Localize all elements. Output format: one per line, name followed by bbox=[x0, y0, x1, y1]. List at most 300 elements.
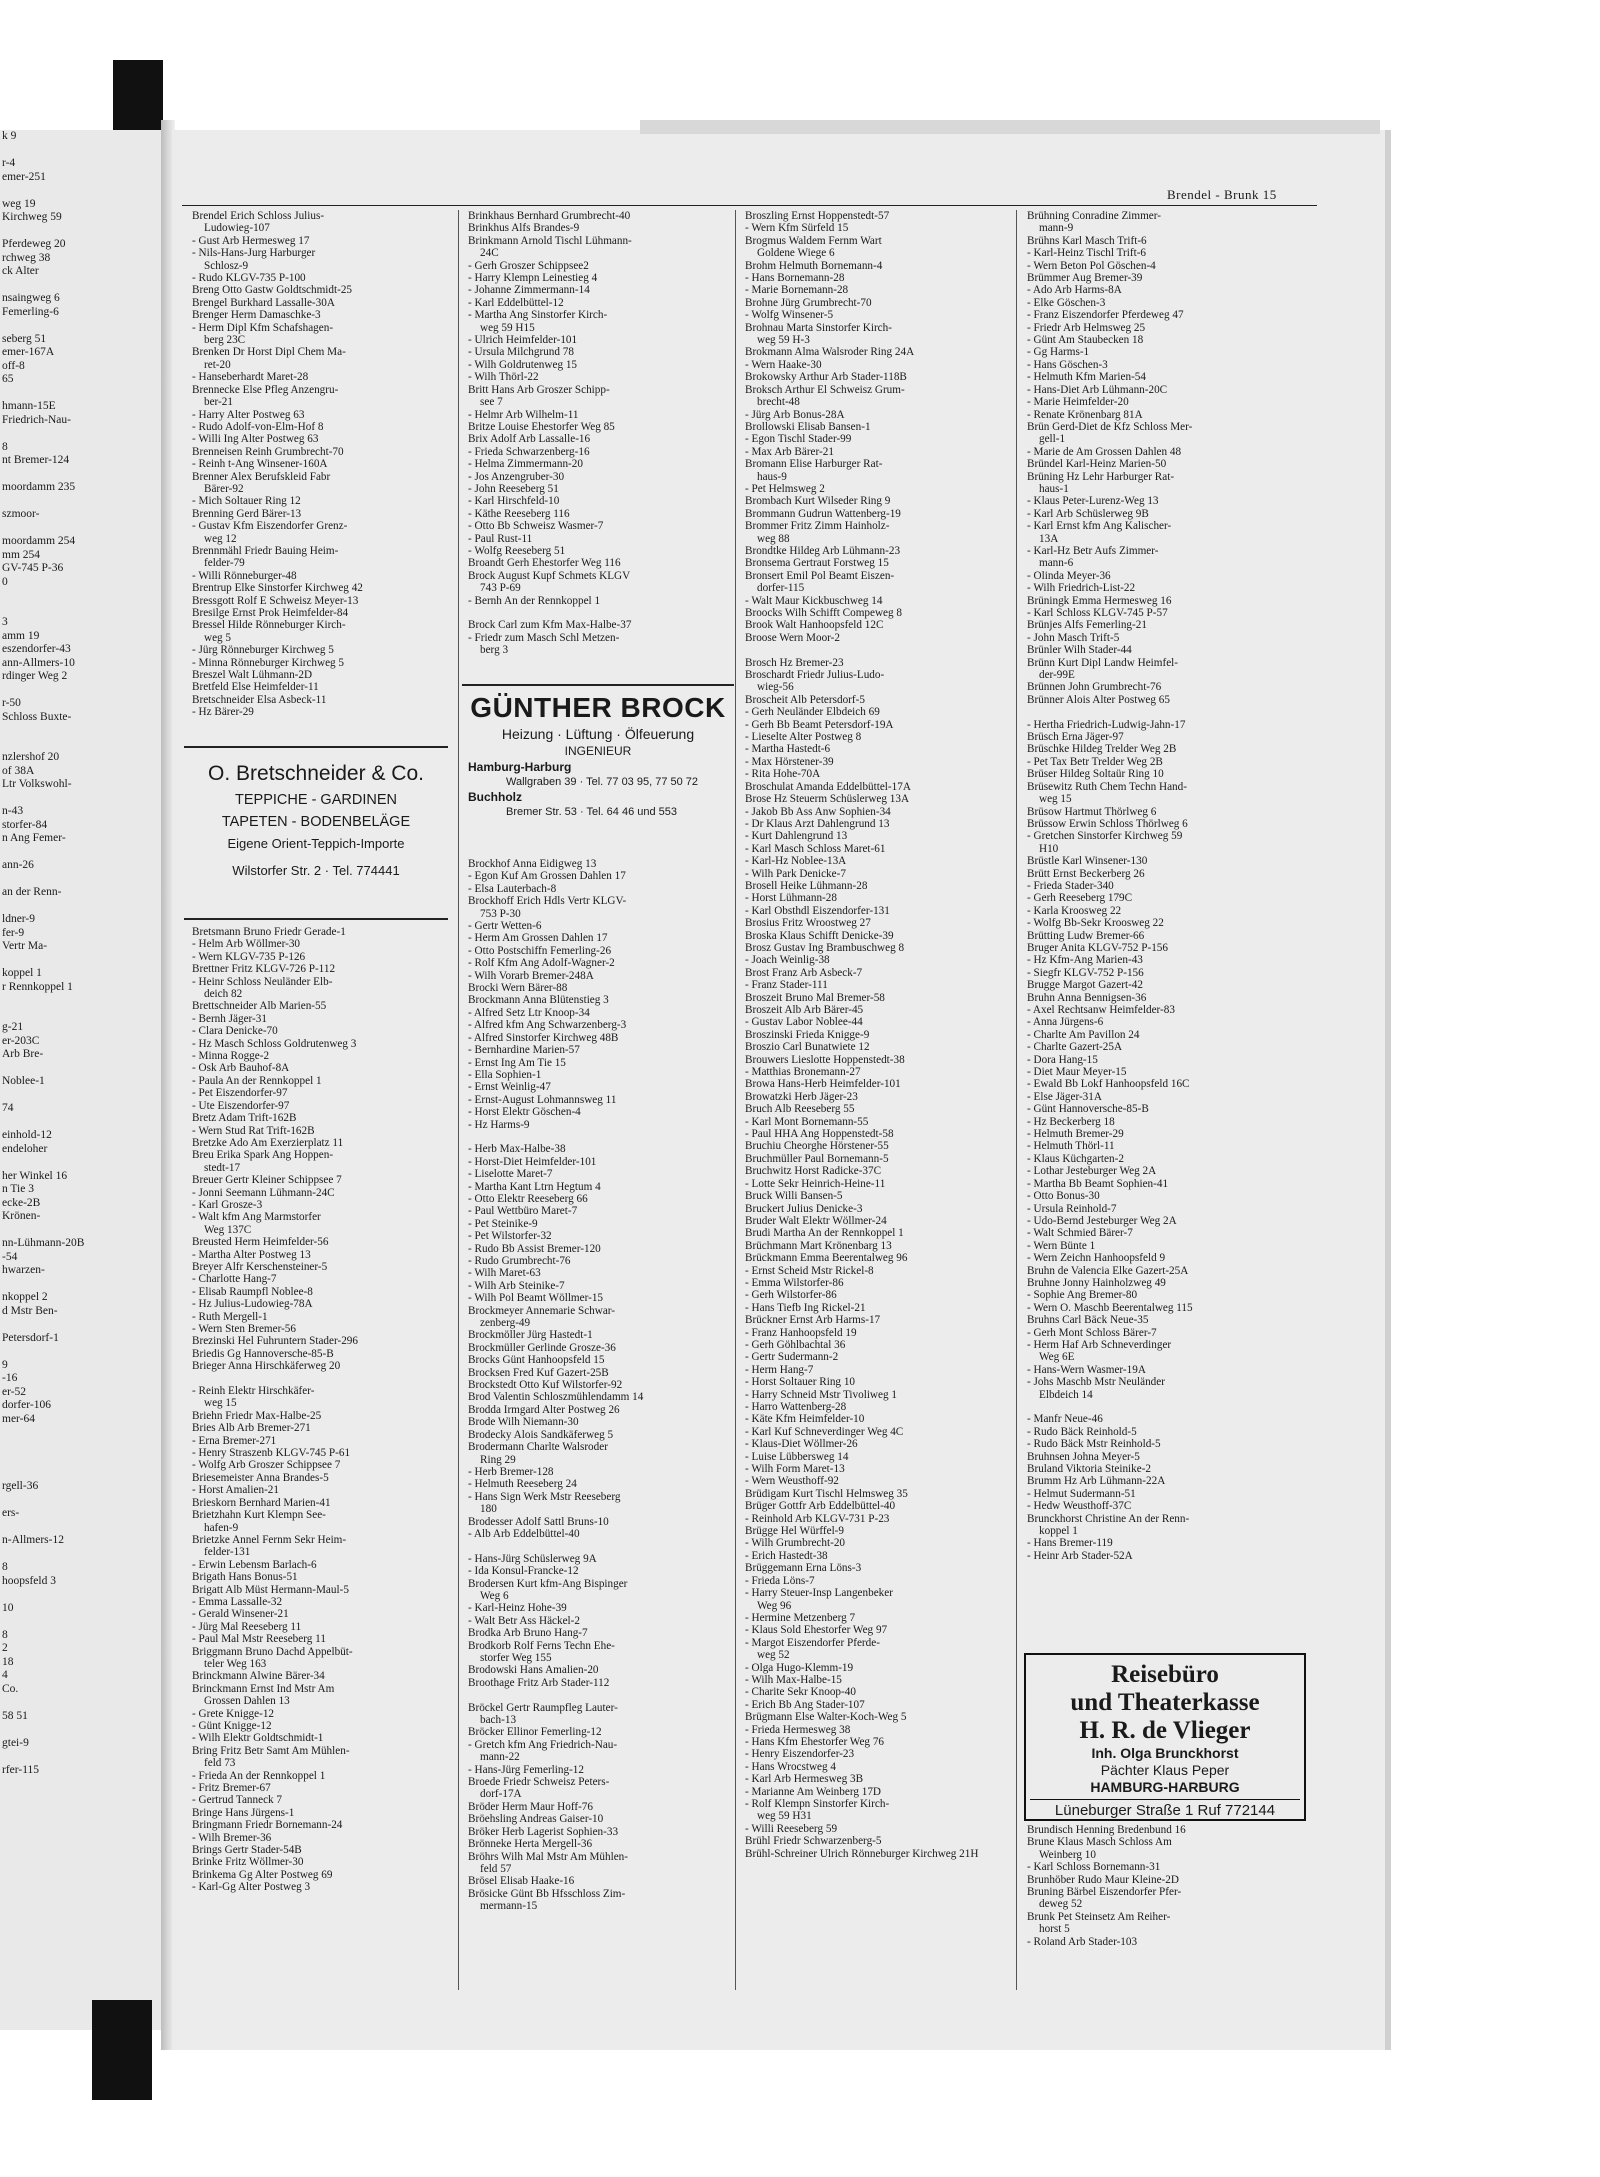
directory-entry: - Henry Straszenb KLGV-745 P-61 bbox=[192, 1447, 351, 1460]
directory-entry: storfer Weg 155 bbox=[480, 1652, 552, 1664]
directory-entry: - Max Hörstener-39 bbox=[745, 755, 834, 768]
directory-entry: - Herm Am Grossen Dahlen 17 bbox=[468, 932, 608, 945]
fragment-text: emer-167A bbox=[2, 346, 55, 358]
directory-entry: - Rolf Kfm Ang Adolf-Wagner-2 bbox=[468, 957, 615, 970]
fragment-text: ldner-9 bbox=[2, 913, 35, 925]
directory-entry: - Rudo KLGV-735 P-100 bbox=[192, 272, 306, 285]
fragment-text: an der Renn- bbox=[2, 886, 62, 898]
directory-entry: Brode Wilh Niemann-30 bbox=[468, 1416, 579, 1429]
page-header: Brendel - Brunk 15 bbox=[1167, 187, 1277, 202]
ad-address: Bremer Str. 53 · Tel. 64 46 und 553 bbox=[506, 806, 678, 818]
fragment-text: 10 bbox=[2, 1601, 14, 1614]
directory-entry: Brollowski Elisab Bansen-1 bbox=[745, 420, 871, 433]
directory-entry: Brinke Fritz Wöllmer-30 bbox=[192, 1856, 304, 1869]
directory-entry: Brose Hz Steuerm Schüslerweg 13A bbox=[745, 793, 910, 806]
directory-entry: - Charlte Gazert-25A bbox=[1027, 1041, 1123, 1054]
fragment-text: rdinger Weg 2 bbox=[2, 670, 68, 682]
fragment-text: weg 19 bbox=[2, 197, 36, 210]
directory-entry: Bruhns Carl Bäck Neue-35 bbox=[1027, 1314, 1149, 1327]
directory-entry: - Rolf Klempn Sinstorfer Kirch- bbox=[745, 1798, 890, 1810]
directory-entry: Breyer Alfr Kerschensteiner-5 bbox=[192, 1260, 328, 1273]
directory-entry: Brodermann Charlte Walsroder bbox=[468, 1441, 608, 1454]
directory-entry: Brengel Burkhard Lassalle-30A bbox=[192, 296, 335, 309]
directory-entry: - Egon Tischl Stader-99 bbox=[745, 433, 852, 446]
directory-entry: Brod Valentin Schloszmühlendamm 14 bbox=[468, 1391, 644, 1404]
fragment-text: Noblee-1 bbox=[2, 1075, 45, 1087]
directory-entry: - Frieda Schwarzenberg-16 bbox=[468, 445, 590, 458]
directory-entry: - Gustav Labor Noblee-44 bbox=[745, 1016, 863, 1029]
fragment-text: n-Allmers-12 bbox=[2, 1534, 64, 1546]
directory-entry: weg 12 bbox=[204, 532, 237, 545]
directory-entry: ret-20 bbox=[204, 358, 231, 371]
directory-entry: weg 59 H31 bbox=[757, 1810, 812, 1823]
directory-entry: - Jürg Arb Bonus-28A bbox=[745, 408, 845, 421]
directory-entry: Brenken Dr Horst Dipl Chem Ma- bbox=[192, 346, 346, 359]
fragment-text: endeloher bbox=[2, 1142, 48, 1155]
directory-entry: Schlosz-9 bbox=[204, 259, 249, 272]
directory-entry: Brockmann Anna Blütenstieg 3 bbox=[468, 994, 609, 1007]
directory-entry: Bärer-92 bbox=[204, 482, 244, 495]
fragment-text: 9 bbox=[2, 1358, 8, 1371]
directory-entry: 180 bbox=[480, 1503, 497, 1516]
directory-entry: - Matthias Bronemann-27 bbox=[745, 1066, 861, 1079]
directory-entry: - Udo-Bernd Jesteburger Weg 2A bbox=[1027, 1214, 1177, 1227]
fragment-text: 65 bbox=[2, 373, 14, 385]
column-4-lower bbox=[1027, 1824, 1289, 1948]
directory-entry: Brinckmann Alwine Bärer-34 bbox=[192, 1670, 325, 1683]
fragment-text: r-4 bbox=[2, 157, 16, 169]
fragment-text: gtei-9 bbox=[2, 1736, 29, 1749]
directory-entry: - Grete Knigge-12 bbox=[192, 1707, 275, 1720]
fragment-text: d Mstr Ben- bbox=[2, 1304, 58, 1317]
directory-entry: Brondtke Hildeg Arb Lühmann-23 bbox=[745, 544, 901, 557]
directory-entry: H10 bbox=[1039, 842, 1059, 855]
directory-entry: Broksch Arthur El Schweisz Grum- bbox=[745, 383, 905, 396]
reisebuero-advertisement bbox=[1024, 1653, 1306, 1821]
directory-entry: - Minna Rönneburger Kirchweg 5 bbox=[192, 656, 345, 669]
directory-entry: Brook Walt Hanhoopsfeld 12C bbox=[745, 619, 884, 632]
directory-entry: Bronsert Emil Pol Beamt Eiszen- bbox=[745, 569, 895, 582]
fragment-text bbox=[0, 994, 168, 1008]
directory-entry: - Helmuth Kfm Marien-54 bbox=[1027, 371, 1146, 384]
directory-entry: - Gustav Kfm Eiszendorfer Grenz- bbox=[192, 520, 348, 533]
directory-entry: Brosius Fritz Wroostweg 27 bbox=[745, 917, 871, 930]
fragment-text: nn-Lühmann-20B bbox=[2, 1237, 85, 1249]
fragment-text bbox=[0, 1156, 168, 1170]
directory-entry: - Diet Maur Meyer-15 bbox=[1027, 1066, 1127, 1079]
directory-entry: Brüsch Erna Jäger-97 bbox=[1027, 731, 1124, 744]
directory-entry: - Wolfg Bb-Sekr Kroosweg 22 bbox=[1027, 917, 1164, 930]
directory-entry: Brüchmann Mart Krönenbarg 13 bbox=[745, 1239, 892, 1252]
fragment-text: r Rennkoppel 1 bbox=[2, 980, 73, 993]
directory-entry: - Bernh Jäger-31 bbox=[192, 1012, 267, 1025]
fragment-text: fer-9 bbox=[2, 926, 25, 939]
directory-entry: Brogmus Waldem Fernm Wart bbox=[745, 234, 882, 247]
directory-entry: - Lotte Sekr Heinrich-Heine-11 bbox=[745, 1177, 886, 1190]
fragment-text: ck Alter bbox=[2, 265, 39, 277]
fragment-text: of 38A bbox=[2, 764, 35, 777]
directory-entry: - Karl Mont Bornemann-55 bbox=[745, 1115, 869, 1128]
directory-entry: Bruhn Anna Bennigsen-36 bbox=[1027, 991, 1147, 1004]
directory-entry: Brommer Fritz Zimm Hainholz- bbox=[745, 520, 890, 533]
fragment-text: einhold-12 bbox=[2, 1129, 52, 1141]
binding-tape-top bbox=[113, 60, 163, 130]
directory-entry: weg 52 bbox=[757, 1649, 790, 1662]
directory-entry: Brühl-Schreiner Ulrich Rönneburger Kirchweg 21H bbox=[745, 1847, 979, 1860]
directory-entry: - Günt Am Staubecken 18 bbox=[1027, 334, 1144, 347]
directory-entry: Brugge Margot Gazert-42 bbox=[1027, 979, 1143, 992]
fragment-text bbox=[0, 1548, 168, 1562]
directory-entry: - Reinh t-Ang Winsener-160A bbox=[192, 458, 328, 471]
fragment-text: hoopsfeld 3 bbox=[2, 1574, 56, 1587]
directory-entry: - Gertrud Tanneck 7 bbox=[192, 1794, 283, 1807]
directory-entry: - Gerh Bb Beamt Petersdorf-19A bbox=[745, 718, 894, 731]
directory-entry: Brüsow Hartmut Thörlweg 6 bbox=[1027, 805, 1157, 818]
fragment-text bbox=[0, 319, 168, 333]
ad-line: TAPETEN - BODENBELÄGE bbox=[221, 814, 411, 830]
directory-entry: Britze Louise Ehestorfer Weg 85 bbox=[468, 420, 615, 433]
directory-entry: - Otto Elektr Reeseberg 66 bbox=[468, 1192, 588, 1205]
directory-entry: Bretschneider Elsa Asbeck-11 bbox=[192, 693, 327, 706]
directory-entry: - Horst Elektr Göschen-4 bbox=[468, 1106, 581, 1119]
directory-entry: der-99E bbox=[1039, 669, 1075, 682]
directory-entry: Brommann Gudrun Wattenberg-19 bbox=[745, 507, 901, 520]
directory-entry: - Jonni Seemann Lühmann-24C bbox=[192, 1186, 335, 1199]
fragment-text: off-8 bbox=[2, 359, 25, 372]
directory-entry: - Siegfr KLGV-752 P-156 bbox=[1027, 966, 1144, 979]
directory-entry: Brodowski Hans Amalien-20 bbox=[468, 1664, 599, 1677]
directory-entry: Brockhof Anna Eidigweg 13 bbox=[468, 858, 597, 870]
directory-entry: Brüssow Erwin Schloss Thörlweg 6 bbox=[1027, 817, 1188, 830]
directory-entry: - Helmuth Reeseberg 24 bbox=[468, 1478, 577, 1491]
directory-entry: - Paul HHA Ang Hoppenstedt-58 bbox=[745, 1128, 894, 1141]
fragment-text: -16 bbox=[2, 1372, 18, 1384]
directory-entry: - Franz Eiszendorfer Pferdeweg 47 bbox=[1027, 309, 1184, 322]
directory-entry: - Charite Sekr Knoop-40 bbox=[745, 1686, 856, 1699]
directory-entry: - Margot Eiszendorfer Pferde- bbox=[745, 1636, 880, 1649]
fragment-text bbox=[0, 1723, 168, 1737]
directory-entry: - Hans Sign Werk Mstr Reeseberg bbox=[468, 1490, 621, 1503]
directory-entry: Brune Klaus Masch Schloss Am bbox=[1027, 1836, 1172, 1849]
directory-entry: Bresilge Ernst Prok Heimfelder-84 bbox=[192, 607, 349, 619]
directory-entry: - Emma Lassalle-32 bbox=[192, 1595, 283, 1608]
directory-entry: brecht-48 bbox=[757, 396, 800, 409]
directory-entry: haus-1 bbox=[1039, 482, 1069, 495]
directory-entry: - Pet Tax Betr Trelder Weg 2B bbox=[1027, 755, 1163, 768]
fragment-text: ers- bbox=[2, 1507, 20, 1519]
directory-entry: - Manfr Neue-46 bbox=[1027, 1413, 1103, 1426]
fragment-text: Friedrich-Nau- bbox=[2, 413, 71, 426]
fragment-text bbox=[0, 589, 168, 603]
directory-entry: - Rita Hohe-70A bbox=[745, 768, 821, 781]
directory-entry: - Ado Arb Harms-8A bbox=[1027, 284, 1122, 297]
directory-entry bbox=[468, 1131, 730, 1143]
fragment-text: rchweg 38 bbox=[2, 251, 51, 264]
directory-entry: - Martha Alter Postweg 13 bbox=[192, 1248, 311, 1261]
fragment-text: Arb Bre- bbox=[2, 1048, 44, 1060]
directory-entry: - Hans Bornemann-28 bbox=[745, 272, 845, 285]
directory-entry: - Karl-Gg Alter Postweg 3 bbox=[192, 1881, 311, 1894]
fragment-text bbox=[0, 724, 168, 738]
fragment-text: Kirchweg 59 bbox=[2, 211, 62, 223]
directory-entry: Broszling Ernst Hoppenstedt-57 bbox=[745, 210, 890, 222]
directory-entry: - Martha Ang Sinstorfer Kirch- bbox=[468, 309, 608, 322]
directory-entry: weg 88 bbox=[757, 532, 790, 545]
directory-entry: Bretzke Ado Am Exerzierplatz 11 bbox=[192, 1136, 344, 1149]
directory-entry: Bringe Hans Jürgens-1 bbox=[192, 1806, 295, 1819]
fragment-text bbox=[0, 1426, 168, 1440]
directory-entry: - Gertr Sudermann-2 bbox=[745, 1351, 839, 1364]
directory-entry: Brix Adolf Arb Lassalle-16 bbox=[468, 433, 591, 446]
fragment-text: rgell-36 bbox=[2, 1480, 39, 1492]
directory-entry: - Wern Kfm Sürfeld 15 bbox=[745, 222, 849, 235]
directory-entry: - Hz Bärer-29 bbox=[192, 706, 254, 719]
fragment-text: n Ang Femer- bbox=[2, 832, 66, 844]
fragment-text: n Tie 3 bbox=[2, 1183, 34, 1195]
directory-entry: - Gertr Wetten-6 bbox=[468, 920, 542, 933]
directory-entry: - Ella Sophien-1 bbox=[468, 1068, 542, 1081]
directory-entry: deweg 52 bbox=[1039, 1898, 1083, 1911]
directory-entry: Bruhnsen Johna Meyer-5 bbox=[1027, 1450, 1140, 1463]
directory-entry: Brenger Herm Damaschke-3 bbox=[192, 309, 321, 322]
directory-entry: Brinkema Gg Alter Postweg 69 bbox=[192, 1868, 333, 1881]
directory-entry: - Franz Hanhoopsfeld 19 bbox=[745, 1326, 857, 1339]
directory-entry: - Rudo Grumbrecht-76 bbox=[468, 1255, 571, 1267]
directory-entry: - Emma Wilstorfer-86 bbox=[745, 1276, 844, 1289]
fragment-text: 3 bbox=[2, 616, 8, 628]
directory-entry: - Karla Kroosweg 22 bbox=[1027, 904, 1122, 917]
fragment-text: Pferdeweg 20 bbox=[2, 238, 66, 250]
fragment-text: Vertr Ma- bbox=[2, 940, 48, 952]
ad-line: Heizung · Lüftung · Ölfeuerung bbox=[501, 726, 695, 742]
fragment-text: storfer-84 bbox=[2, 818, 48, 831]
directory-entry: - Wilh Pol Beamt Wöllmer-15 bbox=[468, 1292, 604, 1305]
fragment-text: n-43 bbox=[2, 805, 24, 817]
fragment-text: 4 bbox=[2, 1669, 8, 1681]
directory-entry: - Karl Eddelbüttel-12 bbox=[468, 296, 564, 309]
directory-entry: - Harry Schneid Mstr Tivoliweg 1 bbox=[745, 1388, 897, 1401]
directory-entry: Briehn Friedr Max-Halbe-25 bbox=[192, 1409, 322, 1422]
directory-entry: - Herb Bremer-128 bbox=[468, 1465, 554, 1478]
fragment-text bbox=[0, 1062, 168, 1076]
directory-entry: - Fritz Bremer-67 bbox=[192, 1782, 271, 1795]
directory-entry: - Herm Hang-7 bbox=[745, 1363, 814, 1376]
directory-entry: stedt-17 bbox=[204, 1161, 241, 1174]
directory-entry: - Nils-Hans-Jurg Harburger bbox=[192, 247, 316, 260]
directory-entry: Breng Otto Gastw Goldtschmidt-25 bbox=[192, 284, 353, 297]
directory-entry: - Hans Tiefb Ing Rickel-21 bbox=[745, 1301, 866, 1314]
directory-entry: - Helma Zimmermann-20 bbox=[468, 458, 583, 471]
directory-entry: - Osk Arb Bauhof-8A bbox=[192, 1062, 290, 1075]
directory-entry: - Walt Betr Ass Häckel-2 bbox=[468, 1614, 580, 1627]
directory-entry: - Harry Alter Postweg 63 bbox=[192, 408, 305, 421]
directory-entry: Brinkmann Arnold Tischl Lühmann- bbox=[468, 234, 632, 247]
directory-entry bbox=[1027, 706, 1289, 718]
ad-address: Wallgraben 39 · Tel. 77 03 95, 77 50 72 bbox=[506, 776, 699, 788]
directory-entry: - Horst-Diet Heimfelder-101 bbox=[468, 1155, 597, 1168]
directory-entry: Bromann Elise Harburger Rat- bbox=[745, 458, 883, 471]
directory-entry: Bruchwitz Horst Radicke-37C bbox=[745, 1165, 882, 1178]
directory-entry: - Wilh Bremer-36 bbox=[192, 1831, 272, 1844]
directory-entry: Brüning Hz Lehr Harburger Rat- bbox=[1027, 470, 1175, 483]
directory-entry: Bröker Herb Lagerist Sophien-33 bbox=[468, 1825, 619, 1838]
directory-entry: Brundisch Henning Bredenbund 16 bbox=[1027, 1824, 1186, 1836]
directory-entry: - Klaus Sold Ehestorfer Weg 97 bbox=[745, 1624, 888, 1637]
directory-entry: berg 23C bbox=[204, 334, 246, 347]
fragment-text bbox=[0, 1750, 168, 1764]
column-1-upper bbox=[192, 210, 454, 719]
directory-entry: felder-131 bbox=[204, 1546, 251, 1559]
fragment-text bbox=[0, 1696, 168, 1710]
fragment-text bbox=[0, 1224, 168, 1238]
directory-entry: Brigatt Alb Müst Hermann-Maul-5 bbox=[192, 1583, 349, 1596]
directory-entry: Brüningk Emma Hermesweg 16 bbox=[1027, 594, 1172, 607]
fragment-text: seberg 51 bbox=[2, 332, 47, 345]
fragment-text: 8 bbox=[2, 1561, 8, 1573]
directory-entry: Brüser Hildeg Soltaür Ring 10 bbox=[1027, 768, 1164, 781]
directory-entry: Weinberg 10 bbox=[1039, 1848, 1096, 1861]
directory-entry: Brüggemann Erna Löns-3 bbox=[745, 1562, 862, 1575]
directory-entry: - Günt Knigge-12 bbox=[192, 1720, 272, 1732]
directory-entry: - Wilh Thörl-22 bbox=[468, 371, 539, 384]
directory-entry: - Walt kfm Ang Marmstorfer bbox=[192, 1211, 321, 1224]
directory-entry: - Gg Harms-1 bbox=[1027, 346, 1090, 359]
fragment-text bbox=[0, 279, 168, 293]
fragment-text bbox=[0, 900, 168, 914]
directory-entry: - Erich Hastedt-38 bbox=[745, 1549, 828, 1562]
directory-entry: Bröehsling Andreas Gaiser-10 bbox=[468, 1813, 604, 1826]
directory-entry: - Charlte Am Pavillon 24 bbox=[1027, 1028, 1140, 1041]
directory-entry: Bretfeld Else Heimfelder-11 bbox=[192, 681, 319, 694]
directory-entry: Brocks Günt Hanhoopsfeld 15 bbox=[468, 1354, 605, 1367]
directory-entry: Breuer Gertr Kleiner Schippsee 7 bbox=[192, 1174, 342, 1187]
directory-entry: - Wern Stud Rat Trift-162B bbox=[192, 1124, 315, 1137]
directory-entry: Brudi Martha An der Rennkoppel 1 bbox=[745, 1227, 904, 1240]
directory-entry: Brennecke Else Pfleg Anzengru- bbox=[192, 383, 339, 396]
directory-entry: - Wilh Form Maret-13 bbox=[745, 1463, 845, 1476]
directory-entry: - Gust Arb Hermesweg 17 bbox=[192, 234, 310, 247]
fragment-text bbox=[0, 1521, 168, 1535]
directory-entry: - Olinda Meyer-36 bbox=[1027, 569, 1111, 582]
directory-entry: - Wern Zeichn Hanhoopsfeld 9 bbox=[1027, 1252, 1166, 1265]
directory-entry: Broszeit Alb Arb Bärer-45 bbox=[745, 1004, 864, 1016]
fragment-text: her Winkel 16 bbox=[2, 1169, 68, 1182]
ad-line: Inh. Olga Brunckhorst bbox=[1091, 1745, 1239, 1761]
fragment-text: k 9 bbox=[2, 130, 17, 142]
directory-entry: bach-13 bbox=[480, 1714, 517, 1727]
directory-entry: Brietzke Annel Fernm Sekr Heim- bbox=[192, 1533, 347, 1546]
ad-address: Lüneburger Straße 1 Ruf 772144 bbox=[1030, 1799, 1300, 1819]
directory-entry: Britt Hans Arb Groszer Schipp- bbox=[468, 383, 610, 396]
fragment-text: GV-745 P-36 bbox=[2, 562, 64, 574]
directory-entry: Brieger Anna Hirschkäferweg 20 bbox=[192, 1360, 341, 1373]
directory-entry: - Friedr Arb Helmsweg 25 bbox=[1027, 321, 1146, 334]
directory-entry: - Dora Hang-15 bbox=[1027, 1053, 1098, 1066]
directory-entry bbox=[468, 607, 730, 619]
directory-entry: Brinckmann Ernst Ind Mstr Am bbox=[192, 1682, 335, 1695]
ad-title: H. R. de Vlieger bbox=[1079, 1717, 1251, 1744]
directory-entry: Brinkhaus Bernhard Grumbrecht-40 bbox=[468, 210, 631, 222]
fragment-text: 18 bbox=[2, 1655, 14, 1668]
directory-entry: feld 73 bbox=[204, 1757, 236, 1770]
directory-entry: Broede Friedr Schweisz Peters- bbox=[468, 1776, 610, 1789]
directory-entry: - Wern Haake-30 bbox=[745, 358, 822, 371]
fragment-text: 74 bbox=[2, 1102, 14, 1114]
scan-smudge bbox=[640, 120, 1380, 134]
directory-entry: Bruning Bärbel Eiszendorfer Pfer- bbox=[1027, 1886, 1182, 1899]
ad-address: Wilstorfer Str. 2 · Tel. 774441 bbox=[232, 863, 400, 878]
directory-entry: - Gerh Neuländer Elbdeich 69 bbox=[745, 706, 880, 719]
ad-company-name: GÜNTHER BROCK bbox=[470, 692, 726, 723]
fragment-text: 2 bbox=[2, 1642, 8, 1654]
directory-entry: Brohm Helmuth Bornemann-4 bbox=[745, 259, 883, 272]
directory-entry: - Olga Hugo-Klemm-19 bbox=[745, 1661, 854, 1674]
directory-entry: feld 57 bbox=[480, 1862, 512, 1875]
directory-entry: berg 3 bbox=[480, 644, 509, 657]
directory-entry: Breusted Herm Heimfelder-56 bbox=[192, 1236, 329, 1249]
directory-entry: - Wolfg Arb Groszer Schippsee 7 bbox=[192, 1459, 341, 1472]
directory-entry: - Wern Sten Bremer-56 bbox=[192, 1323, 296, 1335]
fragment-text: er-52 bbox=[2, 1385, 27, 1398]
directory-entry: - Herm Dipl Kfm Schafshagen- bbox=[192, 321, 334, 334]
fragment-text: mm 254 bbox=[2, 548, 41, 561]
directory-entry: see 7 bbox=[480, 396, 503, 409]
directory-entry: - Hans-Jürg Femerling-12 bbox=[468, 1763, 584, 1776]
facing-page-fragment bbox=[0, 130, 168, 2030]
column-divider bbox=[735, 210, 736, 1990]
directory-entry: Brock August Kupf Schmets KLGV bbox=[468, 569, 631, 582]
directory-entry: Brösel Elisab Haake-16 bbox=[468, 1875, 575, 1888]
directory-entry: Brünler Wilh Stader-44 bbox=[1027, 644, 1132, 657]
directory-entry: - Hz Masch Schloss Goldrutenweg 3 bbox=[192, 1037, 357, 1050]
directory-entry: - Alb Arb Eddelbüttel-40 bbox=[468, 1527, 580, 1540]
directory-entry: - Willi Reeseberg 59 bbox=[745, 1822, 838, 1835]
directory-entry: - Wilh Goldrutenweg 15 bbox=[468, 358, 578, 371]
directory-entry: Brün Gerd-Diet de Kfz Schloss Mer- bbox=[1027, 420, 1193, 433]
directory-entry: weg 59 H15 bbox=[480, 321, 535, 334]
directory-entry bbox=[468, 1689, 730, 1701]
directory-entry: Brockmeyer Annemarie Schwar- bbox=[468, 1304, 616, 1317]
directory-entry: Brodda Irmgard Alter Postweg 26 bbox=[468, 1403, 620, 1416]
directory-entry: Brodecky Alois Sandkäferweg 5 bbox=[468, 1428, 614, 1441]
directory-entry: - Otto Bonus-30 bbox=[1027, 1190, 1100, 1203]
directory-entry: - Dr Klaus Arzt Dahlengrund 13 bbox=[745, 817, 890, 830]
directory-entry: gell-1 bbox=[1039, 433, 1066, 446]
directory-entry: - Karl-Hz Noblee-13A bbox=[745, 855, 847, 868]
directory-entry: - Käte Kfm Heimfelder-10 bbox=[745, 1413, 865, 1426]
directory-entry: - Marie Heimfelder-20 bbox=[1027, 396, 1129, 409]
directory-entry: teler Weg 163 bbox=[204, 1657, 267, 1670]
directory-entry: - Wilh Vorarb Bremer-248A bbox=[468, 969, 594, 982]
directory-entry: - Lothar Jesteburger Weg 2A bbox=[1027, 1165, 1157, 1178]
directory-entry: Brohnau Marta Sinstorfer Kirch- bbox=[745, 321, 892, 334]
directory-entry: - Ernst-August Lohmannsweg 11 bbox=[468, 1093, 617, 1106]
directory-entry: - Joach Weinlig-38 bbox=[745, 954, 830, 967]
fragment-text bbox=[0, 184, 168, 198]
directory-entry: Brüger Gottfr Arb Eddelbüttel-40 bbox=[745, 1500, 896, 1513]
directory-entry: - Bernh An der Rennkoppel 1 bbox=[468, 594, 601, 607]
directory-entry: - Karl Obsthdl Eiszendorfer-131 bbox=[745, 904, 890, 917]
fragment-text: 8 bbox=[2, 1628, 8, 1641]
directory-entry: - Frieda Löns-7 bbox=[745, 1574, 815, 1587]
directory-entry: - Wilh Elektr Goldtschmidt-1 bbox=[192, 1732, 324, 1745]
directory-entry: - Clara Denicke-70 bbox=[192, 1025, 278, 1038]
directory-entry: Broose Wern Moor-2 bbox=[745, 631, 840, 644]
directory-entry: Brosch Hz Bremer-23 bbox=[745, 656, 844, 669]
column-3 bbox=[745, 210, 1007, 1860]
directory-entry: - Pet Steinike-9 bbox=[468, 1217, 538, 1230]
header-rule bbox=[182, 205, 1317, 206]
